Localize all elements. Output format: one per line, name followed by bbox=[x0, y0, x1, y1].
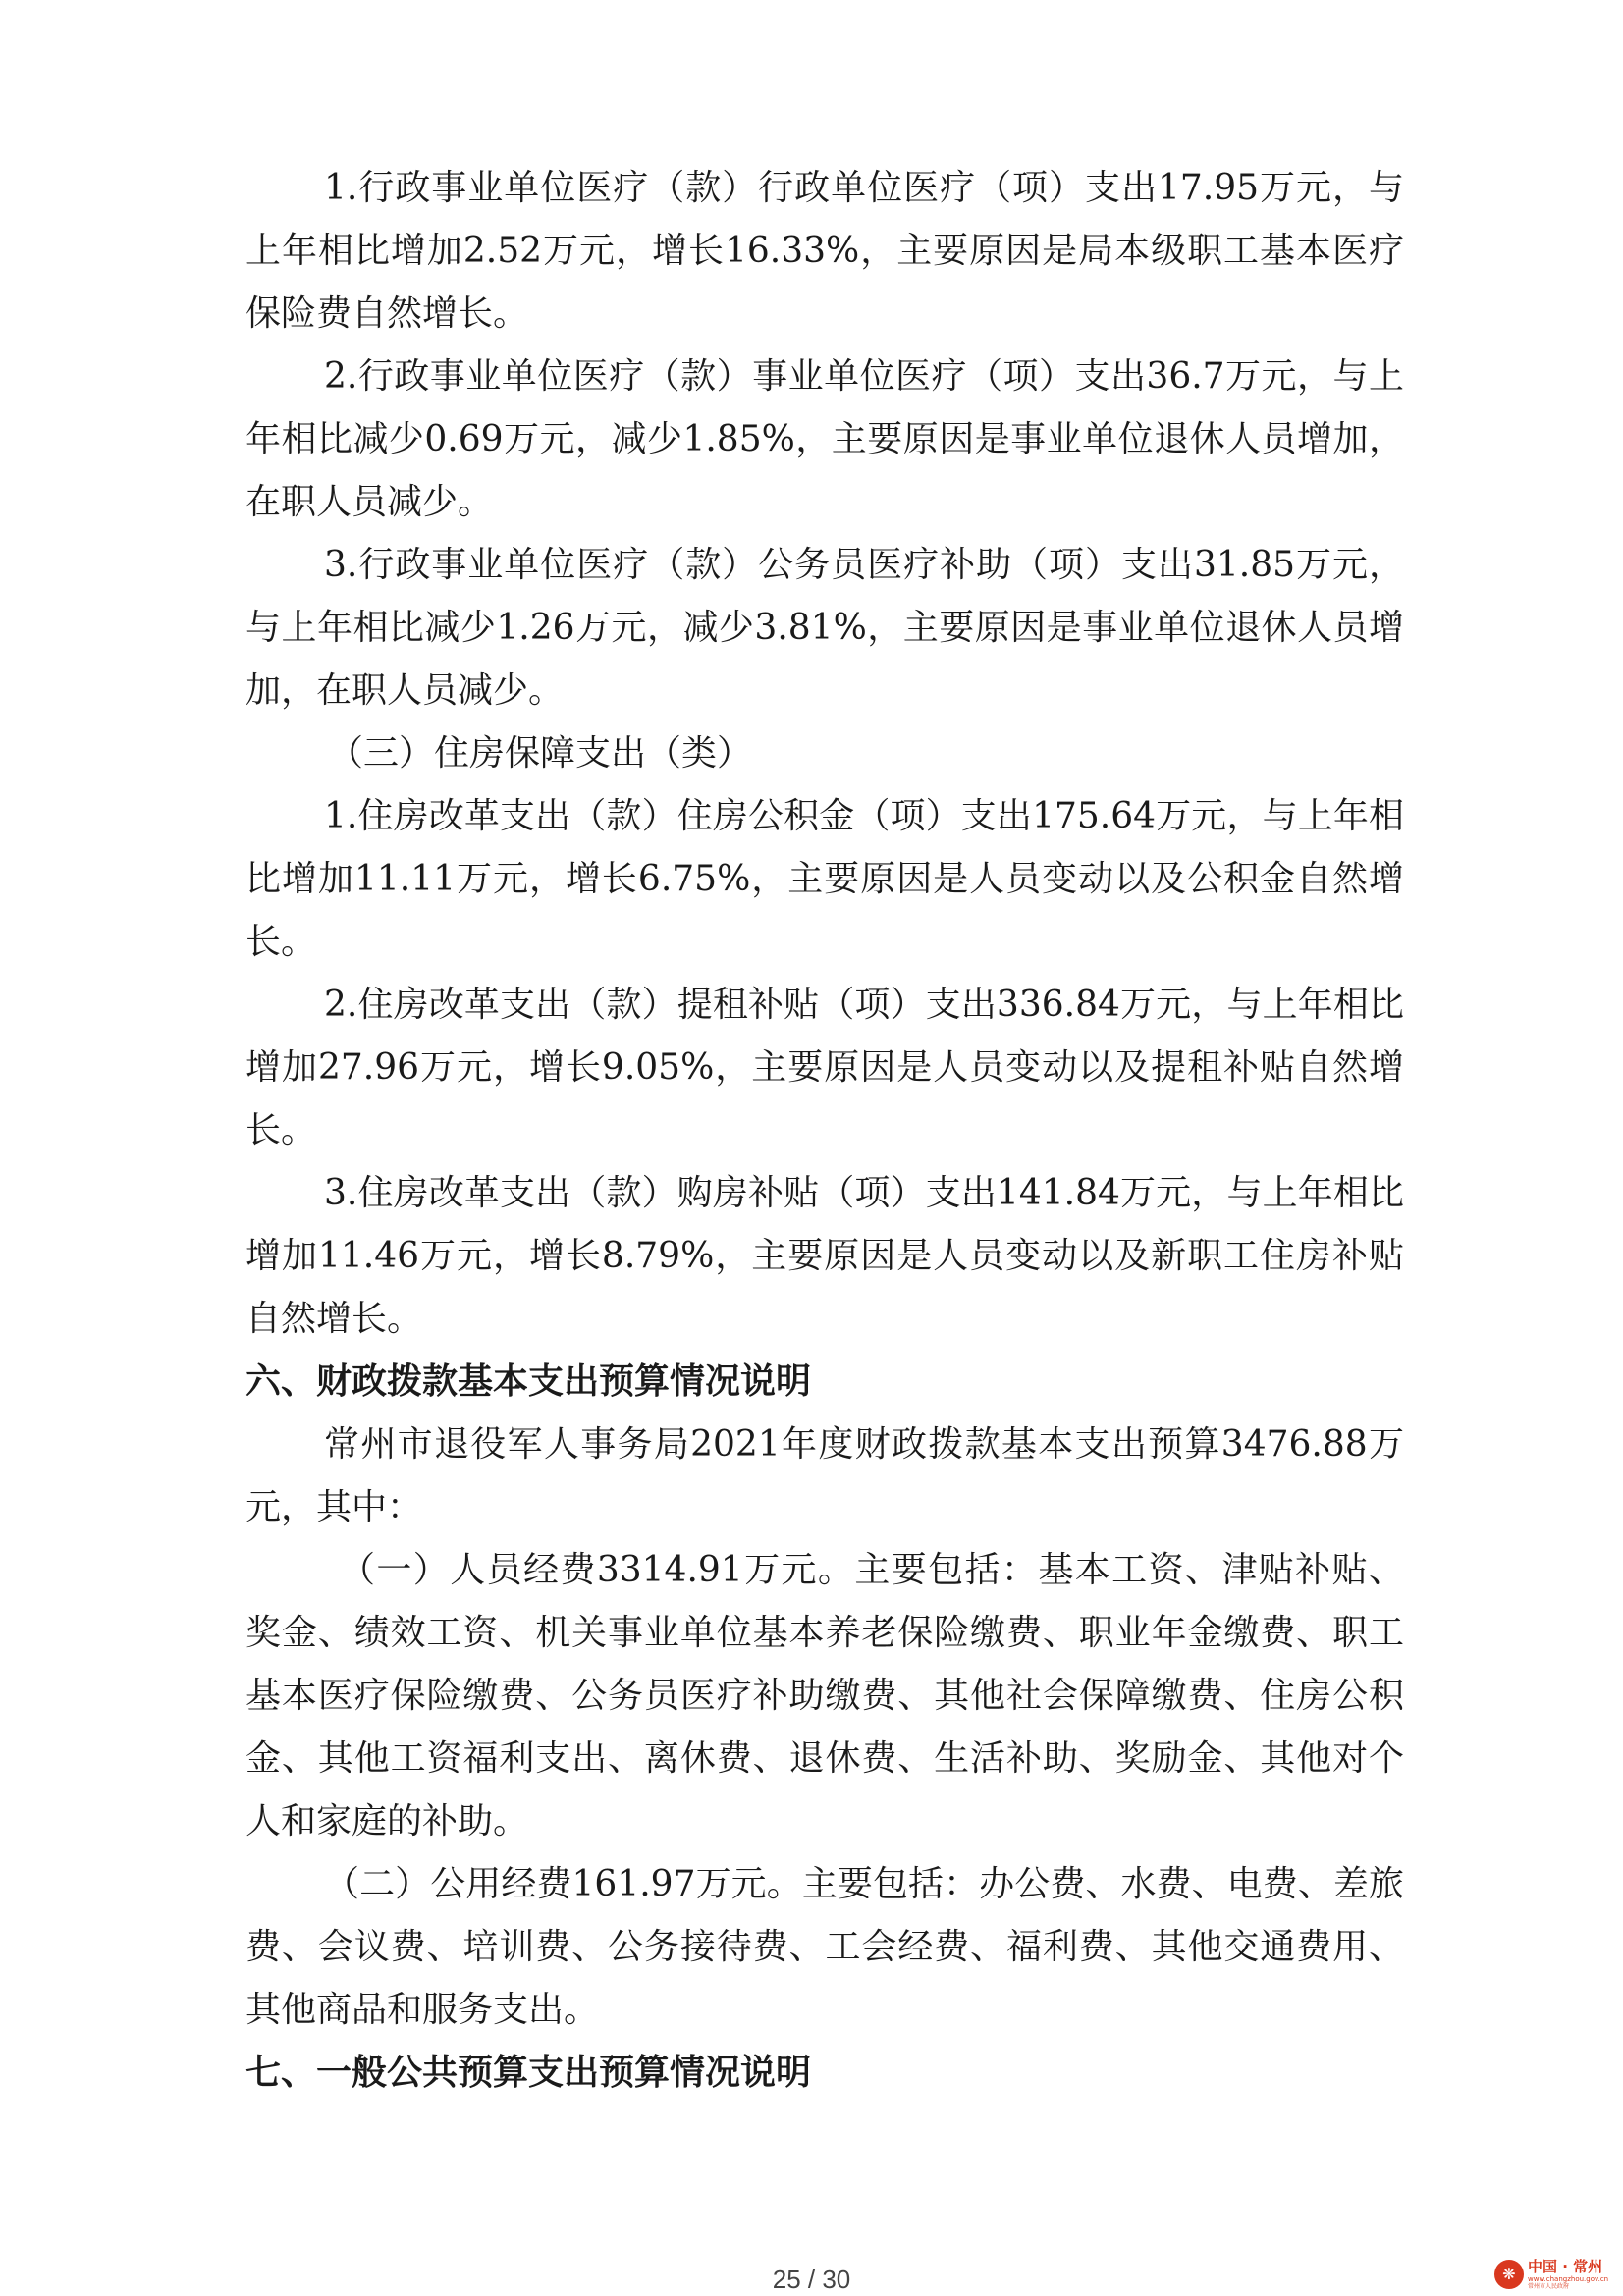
paragraph-public-institution-medical: 2.行政事业单位医疗（款）事业单位医疗（项）支出36.7万元，与上年相比减少0.69万元，减少1.85%，主要原因是事业单位退休人员增加，在职人员减少。 bbox=[245, 356, 1404, 522]
section-heading-general-public-budget: 七、一般公共预算支出预算情况说明 bbox=[245, 2053, 812, 2093]
paragraph-housing-purchase-subsidy: 3.住房改革支出（款）购房补贴（项）支出141.84万元，与上年相比增加11.46万元，增长8.79%，主要原因是人员变动以及新职工住房补贴自然增长。 bbox=[245, 1173, 1404, 1339]
paragraph-personnel-expenses: （一）人员经费3314.91万元。主要包括：基本工资、津贴补贴、奖金、绩效工资、机关事业单位基本养老保险缴费、职业年金缴费、职工基本医疗保险缴费、公务员医疗补助缴费、其他社会保障缴费、住房公积金、其他工资福利支出、离休费、退休费、生活补助、奖励金、其他对个人和家庭的补助。 bbox=[245, 1550, 1404, 1842]
paragraph-admin-unit-medical: 1.行政事业单位医疗（款）行政单位医疗（项）支出17.95万元，与上年相比增加2.52万元，增长16.33%，主要原因是局本级职工基本医疗保险费自然增长。 bbox=[245, 168, 1404, 334]
document-body bbox=[245, 157, 1404, 2105]
paragraph-rent-subsidy: 2.住房改革支出（款）提租补贴（项）支出336.84万元，与上年相比增加27.96万元，增长9.05%，主要原因是人员变动以及提租补贴自然增长。 bbox=[245, 985, 1404, 1150]
page-number: 25 / 30 bbox=[772, 2265, 851, 2294]
changzhou-logo bbox=[1494, 2256, 1609, 2293]
logo-url: www.changzhou.gov.cn bbox=[1528, 2274, 1609, 2283]
section-heading-basic-expenditure: 六、财政拨款基本支出预算情况说明 bbox=[245, 1362, 812, 1402]
paragraph-public-expenses: （二）公用经费161.97万元。主要包括：办公费、水费、电费、差旅费、会议费、培训费、公务接待费、工会经费、福利费、其他交通费用、其他商品和服务支出。 bbox=[245, 1864, 1404, 2030]
paragraph-civil-servant-medical-subsidy: 3.行政事业单位医疗（款）公务员医疗补助（项）支出31.85万元，与上年相比减少1.26万元，减少3.81%，主要原因是事业单位退休人员增加，在职人员减少。 bbox=[245, 545, 1404, 711]
subheading-housing-security: （三）住房保障支出（类） bbox=[328, 733, 753, 774]
logo-subtitle: 常州市人民政府 bbox=[1528, 2282, 1570, 2290]
logo-emblem-icon: ❋ bbox=[1494, 2260, 1524, 2289]
paragraph-housing-provident-fund: 1.住房改革支出（款）住房公积金（项）支出175.64万元，与上年相比增加11.11万元，增长6.75%，主要原因是人员变动以及公积金自然增长。 bbox=[245, 796, 1404, 962]
logo-title: 中国 · 常州 bbox=[1528, 2257, 1603, 2275]
paragraph-basic-expenditure-total: 常州市退役军人事务局2021年度财政拨款基本支出预算3476.88万元，其中： bbox=[245, 1424, 1404, 1527]
